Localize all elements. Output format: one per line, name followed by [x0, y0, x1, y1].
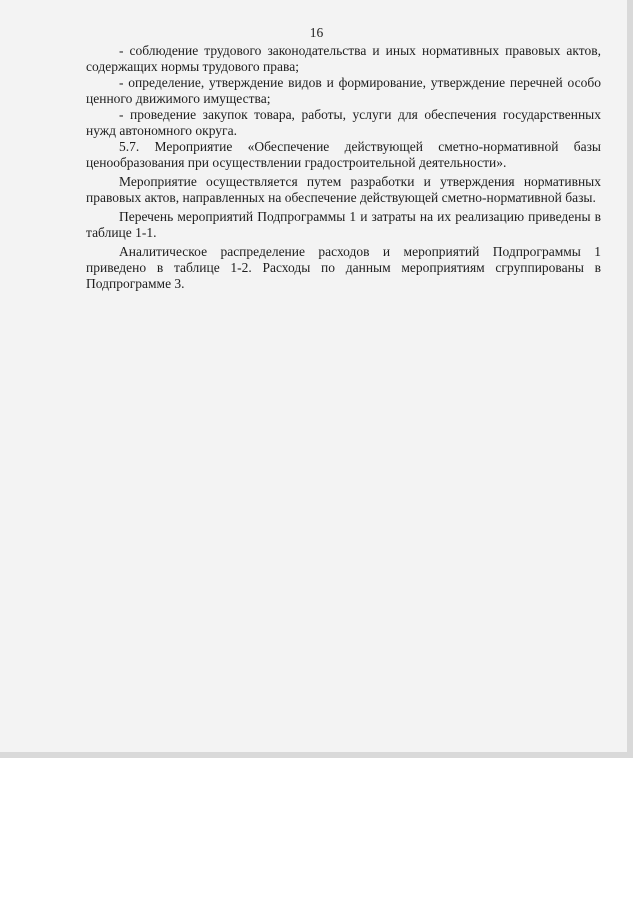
document-body [86, 43, 601, 292]
paragraph-measure-5-7: 5.7. Мероприятие «Обеспечение действующей сметно-нормативной базы ценообразования при осуществлении градостроительной деятельности». [86, 139, 601, 170]
paragraph-procurement: - проведение закупок товара, работы, услуги для обеспечения государственных нужд автономного округа. [86, 107, 601, 138]
paragraph-table-1-1: Перечень мероприятий Подпрограммы 1 и затраты на их реализацию приведены в таблице 1-1. [86, 209, 601, 240]
paragraph-measure-description: Мероприятие осуществляется путем разработки и утверждения нормативных правовых актов, направленных на обеспечение действующей сметно-нормативной базы. [86, 174, 601, 205]
paragraph-labor-law: - соблюдение трудового законодательства и иных нормативных правовых актов, содержащих нормы трудового права; [86, 43, 601, 74]
paragraph-table-1-2: Аналитическое распределение расходов и мероприятий Подпрограммы 1 приведено в таблице 1-2. Расходы по данным мероприятиям сгруппированы в Подпрограмме 3. [86, 244, 601, 291]
page-number: 16 [309, 25, 324, 40]
paragraph-property-list: - определение, утверждение видов и формирование, утверждение перечней особо ценного движимого имущества; [86, 75, 601, 106]
